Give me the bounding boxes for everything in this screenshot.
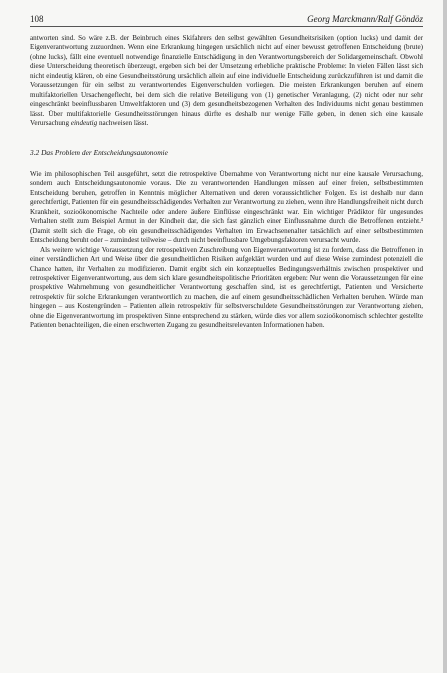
body-text (30, 34, 423, 331)
page-edge-shadow (443, 0, 447, 673)
section-heading: 3.2 Das Problem der Entscheidungsautonomie (30, 147, 168, 157)
paragraph-3: Als weitere wichtige Voraussetzung der retrospektiven Zuschreibung von Eigenverantwortung ist zu fordern, dass die Betroffenen in einer verständlichen Art und Weise über die gesundheitlichen Risiken aufgeklärt wurden und auf diese Weise zumindest potenziell die Chance hatten, ihr Verhalten zu modifizieren. Damit ergibt sich ein konzeptuelles Bedingungsverhältnis zwischen prospektiver und retrospektiver Eigenverantwortung, aus dem sich klare gesundheitspolitische Prioritäten ergeben: Nur wenn die Voraussetzungen für eine prospektive Wahrnehmung von gesundheitlicher Verantwortung geschaffen sind, ist es gerechtfertigt, Patienten und Versicherte retrospektiv für solche Erkrankungen verantwortlich zu machen, die auf einem gesundheitsschädlichen Verhalten beruhen. Würde man hingegen – aus Kostengründen – Patienten allein retrospektiv für selbstverschuldete Gesundheitsstörungen zur Verantwortung ziehen, ohne die Eigenverantwortung im prospektiven Sinne entsprechend zu stärken, würde dies vor allem sozioökonomisch schlechter gestellte Patienten benachteiligen, die einen erschwerten Zugang zu gesundheitsrelevanten Informationen haben. (30, 245, 423, 330)
paragraph-2: Wie im philosophischen Teil ausgeführt, setzt die retrospektive Übernahme von Verantwortung nicht nur eine kausale Verursachung, sondern auch Entscheidungsautonomie voraus. Die zu verantwortenden Handlungen müssen auf einer freien, selbstbestimmten Entscheidung beruhen, getroffen in Kenntnis möglicher Alternativen und deren voraussichtlicher Folgen. Es ist deshalb nur dann gerechtfertigt, Patienten für ein gesundheitsschädigendes Verhalten zur Verantwortung zu ziehen, wenn ihre Handlungsfreiheit nicht durch Krankheit, sozioökonomische Nachteile oder andere äußere Einflüsse eingeschränkt war. Ein wichtiger Prädiktor für ungesundes Verhalten stellt zum Beispiel Armut in der Kindheit dar, die sich fast gänzlich einer Einflussnahme durch die Betroffenen entzieht.³ (Damit stellt sich die Frage, ob ein gesundheitsschädigendes Verhalten im Erwachsenenalter tatsächlich auf einer selbstbestimmten Entscheidung beruht oder – zumindest teilweise – durch nicht beeinflussbare Umgebungsfaktoren verursacht wurde. (30, 169, 423, 245)
paragraph-1-text: antworten sind. So wäre z.B. der Beinbruch eines Skifahrers den selbst gewählten Gesundheitsrisiken (option lucks) und damit der Eigenverantwortung zuzuordnen. Wenn eine Erkrankung hingegen ursächlich nicht auf einer bewusst getroffenen Entscheidung (brute) (ohne lucks), fällt eine eventuell notwendige finanzielle Entschädigung in den Verantwortungsbereich der Solidargemeinschaft. Obwohl diese Unterscheidung theoretisch überzeugt, ergeben sich bei der Umsetzung erhebliche praktische Probleme: In vielen Fällen lässt sich nicht eindeutig klären, ob eine Gesundheitsstörung ursächlich allein auf eine individuelle Entscheidung zurückzuführen ist und damit die Voraussetzungen für ein selbst zu verantwortendes Eigenverschulden vorliegen. Die meisten Erkrankungen beruhen auf einem multifaktoriellen Ursachengeflecht, bei dem sich die relative Beteiligung von (1) genetischer Veranlagung, (2) nicht oder nur sehr eingeschränkt beeinflussbaren Umweltfaktoren und (3) dem gesundheitsbezogenen Verhalten des Individuums nicht genau bestimmen lässt. Über multifaktorielle Gesundheitsstörungen hinaus dürfte es deshalb nur wenige Fälle geben, in denen sich eine kausale Verursachung (30, 34, 423, 128)
paragraph-1-end: nachweisen lässt. (98, 119, 149, 128)
running-header (30, 14, 423, 27)
paragraph-1 (30, 34, 423, 129)
emphasis-eindeutig: eindeutig (70, 119, 98, 128)
page-number: 108 (30, 14, 44, 24)
running-header-authors: Georg Marckmann/Ralf Göndöz (307, 14, 423, 24)
